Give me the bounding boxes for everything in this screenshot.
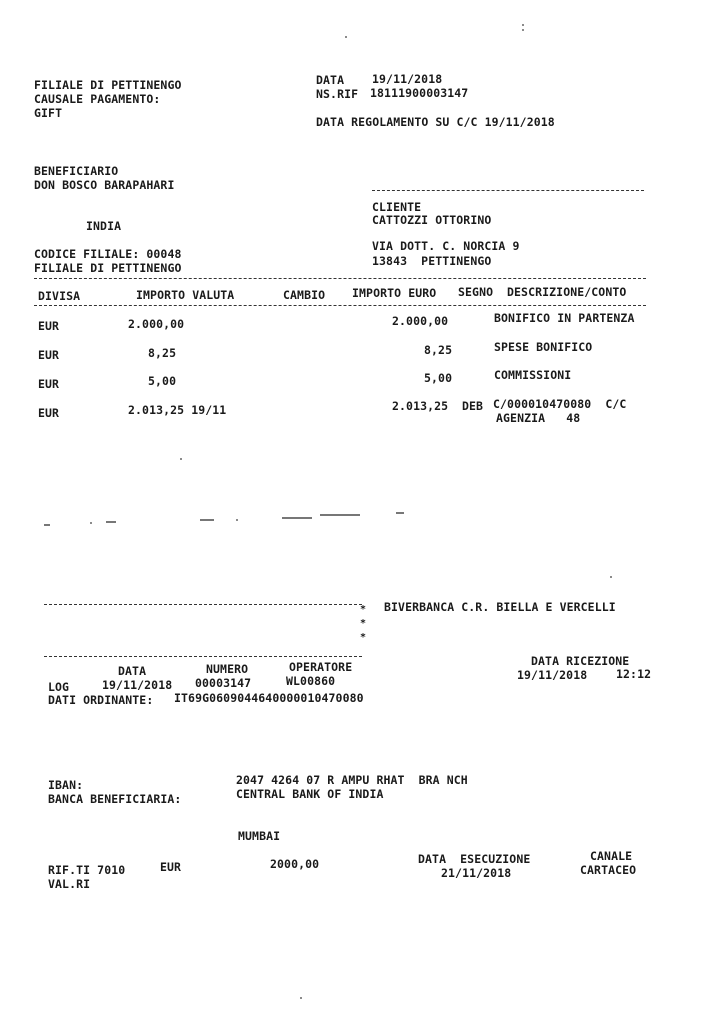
speck [345,36,347,38]
scan-mark [200,519,214,521]
star-mark: * [360,618,367,629]
row-euro: 2.000,00 [392,314,449,328]
branch-code: CODICE FILIALE: 00048 [34,247,182,261]
table-top-rule [34,278,646,279]
ref-label: NS.RIF [316,87,359,101]
date-value: 19/11/2018 [372,72,443,86]
iban-value: 2047 4264 07 R AMPU RHAT BRA NCH [236,773,468,787]
col-header-sign: SEGNO [458,285,494,299]
row-amount: 2.013,25 19/11 [128,403,227,417]
row-description: COMMISSIONI [494,368,572,382]
scan-mark [282,517,312,519]
log-header-date: DATA [118,664,147,678]
scan-mark [106,521,116,523]
col-header-rate: CAMBIO [283,288,326,302]
transfer-amount: 2000,00 [270,857,320,871]
row-amount: 5,00 [148,374,177,388]
receipt-date: 19/11/2018 [517,668,588,682]
bank-name: BIVERBANCA C.R. BIELLA E VERCELLI [384,600,616,614]
scan-mark [320,514,360,516]
log-header-number: NUMERO [206,662,249,676]
row-description: BONIFICO IN PARTENZA [494,311,635,325]
beneficiary-label: BENEFICIARIO [34,164,119,178]
beneficiary-country: INDIA [86,219,122,233]
beneficiary-bank: CENTRAL BANK OF INDIA [236,787,384,801]
row-amount: 2.000,00 [128,317,185,331]
log-header-operator: OPERATORE [289,660,353,674]
client-label: CLIENTE [372,200,422,214]
beneficiary-name: DON BOSCO BARAPAHARI [34,178,175,192]
row-euro: 8,25 [424,343,453,357]
speck [522,29,524,31]
col-header-amount: IMPORTO VALUTA [136,288,235,302]
payment-reason: GIFT [34,106,63,120]
col-header-euro: IMPORTO EURO [352,286,437,300]
beneficiary-bank-label: BANCA BENEFICIARIA: [48,792,182,806]
row-description: C/000010470080 C/C [493,397,627,411]
client-city: 13843 PETTINENGO [372,254,492,268]
speck [236,519,238,521]
orderer-value: IT69G0609044640000010470080 [174,691,364,705]
ref-value: 18111900003147 [370,86,469,100]
col-header-description: DESCRIZIONE/CONTO [507,285,627,299]
row-euro: 5,00 [424,371,453,385]
receipt-time: 12:12 [616,667,652,681]
col-header-currency: DIVISA [38,289,81,303]
receipt-date-label: DATA RICEZIONE [531,654,630,668]
beneficiary-branch: FILIALE DI PETTINENGO [34,261,182,275]
speck [610,576,612,578]
branch-name: FILIALE DI PETTINENGO [34,78,182,92]
date-label: DATA [316,73,345,87]
table-header-rule [34,305,646,306]
log-number: 00003147 [195,676,252,690]
channel-label: CANALE [590,849,633,863]
execution-date: 21/11/2018 [441,866,512,880]
row-currency: EUR [38,406,60,420]
client-name: CATTOZZI OTTORINO [372,213,492,227]
scan-mark [396,512,404,514]
log-date: 19/11/2018 [102,678,173,692]
log-label: LOG [48,680,70,694]
scan-mark [44,524,50,526]
settlement-date: DATA REGOLAMENTO SU C/C 19/11/2018 [316,115,555,129]
payment-reason-label: CAUSALE PAGAMENTO: [34,92,161,106]
speck [300,997,302,999]
speck [180,458,182,460]
transfer-currency: EUR [160,860,182,874]
rif-label: RIF.TI 7010 [48,863,126,877]
orderer-label: DATI ORDINANTE: [48,693,154,707]
speck [90,522,92,524]
row-description-branch: AGENZIA 48 [496,411,581,425]
iban-label: IBAN: [48,778,84,792]
row-currency: EUR [38,377,60,391]
val-label: VAL.RI [48,877,91,891]
row-amount: 8,25 [148,346,177,360]
client-street: VIA DOTT. C. NORCIA 9 [372,239,520,253]
bank-box-bottom-rule [44,656,362,657]
row-description: SPESE BONIFICO [494,340,593,354]
client-top-rule [372,190,644,191]
row-sign: DEB [462,399,484,413]
channel-value: CARTACEO [580,863,637,877]
beneficiary-bank-city: MUMBAI [238,829,281,843]
bank-box-top-rule [44,604,362,605]
log-operator: WL00860 [286,674,336,688]
row-currency: EUR [38,348,60,362]
speck [522,24,524,26]
row-euro: 2.013,25 [392,399,449,413]
star-mark: * [360,604,367,615]
star-mark: * [360,632,367,643]
execution-date-label: DATA ESECUZIONE [418,852,531,866]
row-currency: EUR [38,319,60,333]
